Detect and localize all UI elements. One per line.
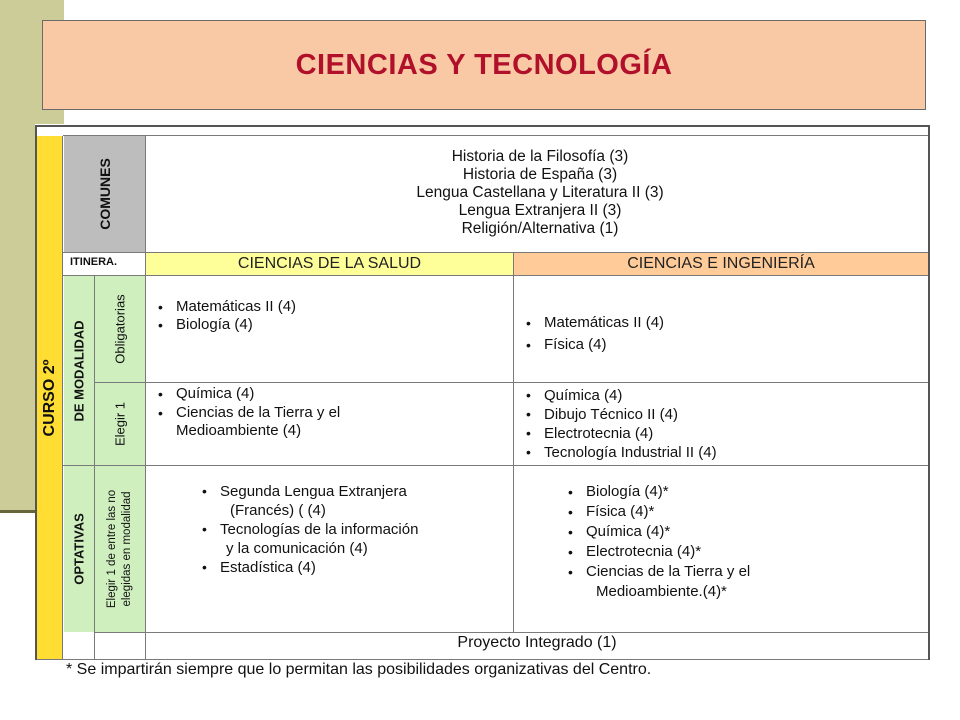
elegir-label: Elegir 1 [112, 401, 127, 446]
elegir-optativas-label-line-2: elegidas en modalidad [120, 491, 133, 607]
title-banner [42, 20, 926, 110]
list-item: • Biología (4) [152, 316, 296, 334]
grid-line [63, 252, 928, 253]
grid-line [63, 275, 928, 276]
elegir-optativas-label [105, 490, 135, 608]
grid-line [63, 135, 928, 136]
decorative-accent-line [0, 510, 36, 513]
grid-line [94, 632, 928, 633]
salud-elegir-list [152, 384, 340, 440]
modalidad-header-cell [64, 276, 94, 465]
list-item-continuation: y la comunicación (4) [226, 540, 368, 557]
obligatorias-label: Obligatorias [112, 294, 127, 364]
optativas-label: OPTATIVAS [71, 513, 87, 585]
list-item-continuation: (Francés) ( (4) [230, 502, 326, 519]
list-item: • Tecnología Industrial II (4) [520, 443, 717, 462]
list-item: • Segunda Lengua Extranjera [196, 482, 418, 501]
list-item: • Dibujo Técnico II (4) [520, 405, 717, 424]
table-frame-top [35, 125, 930, 127]
obligatorias-header-cell [94, 276, 145, 382]
grid-line [63, 465, 928, 466]
salud-optativas-list [196, 482, 418, 577]
list-item: • Física (4)* [562, 502, 750, 522]
list-item: • Física (4) [520, 334, 664, 356]
list-item: • Estadística (4) [196, 558, 418, 577]
grid-line [513, 252, 514, 632]
comunes-header-cell [64, 136, 145, 252]
elegir-header-cell [94, 382, 145, 465]
itinera-header-cell [64, 252, 145, 275]
grid-line [145, 135, 146, 659]
itinera-label: ITINERA. [70, 256, 118, 268]
list-item: • Electrotecnia (4)* [562, 542, 750, 562]
list-item: • Tecnologías de la información [196, 520, 418, 539]
page-title: CIENCIAS Y TECNOLOGÍA [295, 48, 673, 81]
optativas-header-cell [64, 466, 94, 632]
ingenieria-optativas-list [562, 482, 750, 602]
curso-label: CURSO 2º [40, 359, 58, 437]
table-frame-right [928, 125, 930, 660]
list-item: • Biología (4)* [562, 482, 750, 502]
comunes-subject: Historia de España (3) [462, 166, 618, 183]
comunes-subject: Religión/Alternativa (1) [461, 220, 619, 237]
comunes-subject: Historia de la Filosofía (3) [451, 148, 629, 165]
modalidad-label: DE MODALIDAD [71, 319, 87, 422]
comunes-subject-list [300, 148, 780, 238]
comunes-subject: Lengua Castellana y Literatura II (3) [416, 184, 664, 201]
list-item: • Matemáticas II (4) [152, 298, 296, 316]
grid-line [37, 659, 928, 660]
comunes-subject: Lengua Extranjera II (3) [458, 202, 622, 219]
list-item: • Ciencias de la Tierra y el [562, 562, 750, 582]
proyecto-integrado-row: Proyecto Integrado (1) [457, 634, 617, 651]
list-item: • Ciencias de la Tierra y el [152, 404, 340, 422]
list-item-continuation: Medioambiente.(4)* [596, 583, 727, 600]
list-item: • Química (4) [152, 384, 340, 404]
ingenieria-obligatorias-list [520, 312, 664, 356]
ingenieria-elegir-list [520, 386, 717, 462]
list-item: • Química (4) [520, 386, 717, 405]
footnote: * Se impartirán siempre que lo permitan las posibilidades organizativas del Centro. [66, 661, 652, 678]
list-item-continuation: Medioambiente (4) [176, 422, 302, 439]
itinerario-salud-header: CIENCIAS DE LA SALUD [146, 253, 513, 275]
list-item: • Matemáticas II (4) [520, 312, 664, 334]
grid-line [94, 382, 928, 383]
itinerario-ingenieria-header: CIENCIAS E INGENIERÍA [514, 253, 928, 275]
comunes-label: COMUNES [96, 158, 113, 230]
elegir-optativas-header-cell [94, 466, 145, 632]
list-item: • Química (4)* [562, 522, 750, 542]
elegir-optativas-label-line-1: Elegir 1 de entre las no [105, 489, 118, 609]
list-item: • Electrotecnia (4) [520, 424, 717, 443]
salud-obligatorias-list [152, 298, 296, 334]
curso-column [37, 136, 63, 660]
grid-line [94, 275, 95, 659]
